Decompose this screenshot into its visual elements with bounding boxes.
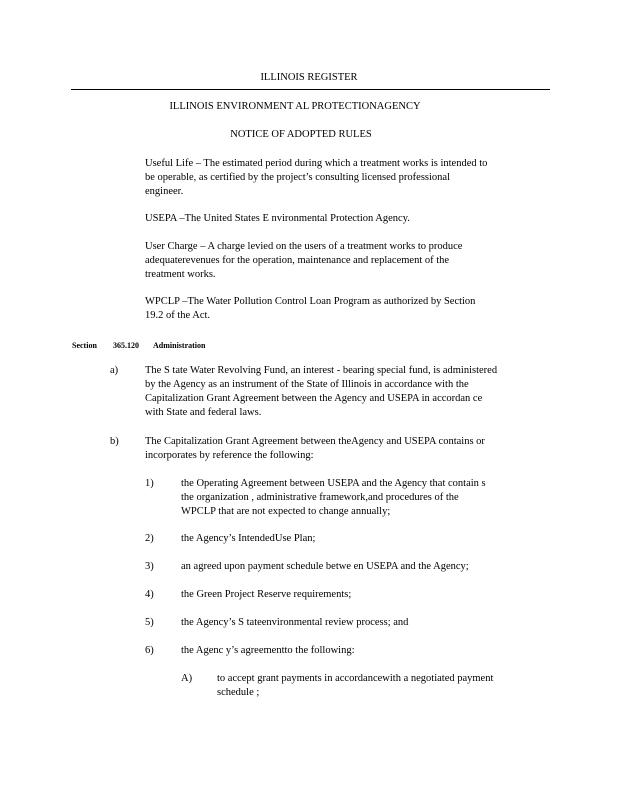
subsection-b-text: The Capitalization Grant Agreement between theAgency and USEPA contains or incorporates by reference the following: <box>145 436 485 461</box>
section-label: Section <box>72 341 97 350</box>
item-2-text: the Agency’s IntendedUse Plan; <box>181 533 316 544</box>
notice-title: NOTICE OF ADOPTED RULES <box>230 129 372 140</box>
item-6-marker: 6) <box>145 645 154 656</box>
subsection-b-marker: b) <box>110 436 119 447</box>
item-3-text: an agreed upon payment schedule betwe en USEPA and the Agency; <box>181 561 469 572</box>
register-title: ILLINOIS REGISTER <box>260 72 358 83</box>
definition-user-charge: User Charge – A charge levied on the users of a treatment works to produce adequaterevenues for the operation, maintenance and replacement of the treatment works. <box>145 241 463 280</box>
definition-usepa: USEPA –The United States E nvironmental Protection Agency. <box>145 213 410 224</box>
item-2-marker: 2) <box>145 533 154 544</box>
item-1-marker: 1) <box>145 478 154 489</box>
subsection-a-text: The S tate Water Revolving Fund, an interest - bearing special fund, is administered by the Agency as an instrument of the State of Illinois in accordance with the Capitalization Grant Agreement between the Agency and USEPA in accordan ce with State and federal laws. <box>145 365 498 418</box>
section-title: Administration <box>153 341 206 350</box>
item-4-text: the Green Project Reserve requirements; <box>181 589 352 600</box>
header-rule <box>71 89 550 90</box>
subsection-a-marker: a) <box>110 365 119 376</box>
section-number: 365.120 <box>113 341 139 350</box>
subitem-a-marker: A) <box>181 673 193 684</box>
item-6-text: the Agenc y’s agreementto the following: <box>181 645 355 656</box>
item-1-text: the Operating Agreement between USEPA and the Agency that contain s the organization , administrative framework,and procedures of the WPCLP that are not expected to change annually; <box>181 478 486 517</box>
item-5-text: the Agency’s S tateenvironmental review process; and <box>181 617 409 628</box>
definition-useful-life: Useful Life – The estimated period during which a treatment works is intended to be operable, as certified by the project’s consulting licensed professional engineer. <box>145 158 488 197</box>
definition-wpclp: WPCLP –The Water Pollution Control Loan Program as authorized by Section 19.2 of the Act. <box>145 296 476 321</box>
item-5-marker: 5) <box>145 617 154 628</box>
item-4-marker: 4) <box>145 589 154 600</box>
agency-title: ILLINOIS ENVIRONMENT AL PROTECTIONAGENCY <box>169 101 421 112</box>
subitem-a-text: to accept grant payments in accordancewith a negotiated payment schedule ; <box>217 673 494 698</box>
item-3-marker: 3) <box>145 561 154 572</box>
